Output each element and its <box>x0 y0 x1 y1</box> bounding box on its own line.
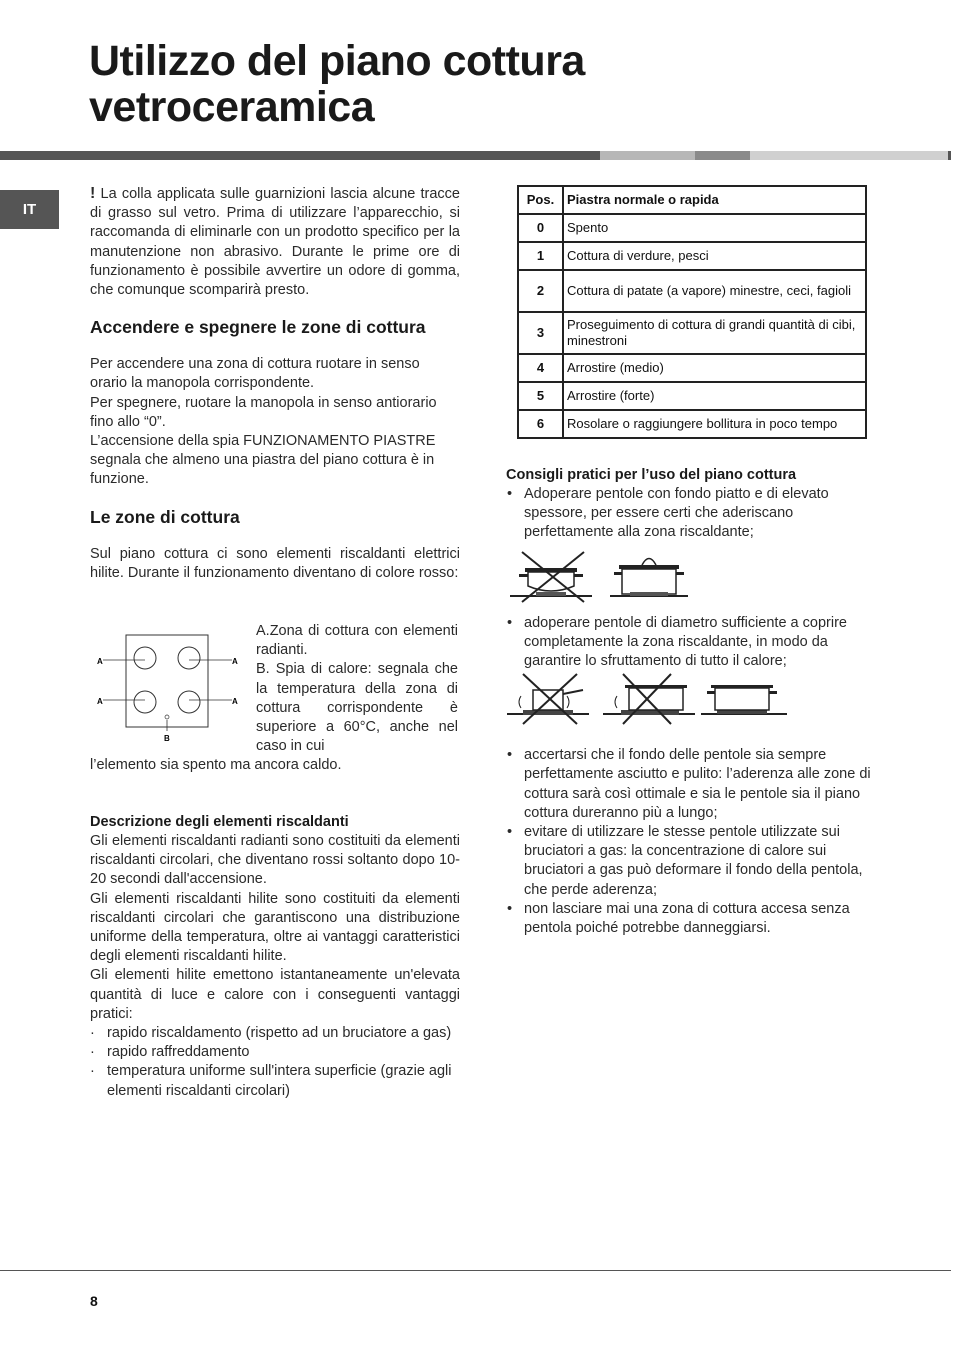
table-row <box>518 214 866 242</box>
table-cell-desc: Spento <box>563 214 866 242</box>
zones-intro: Sul piano cottura ci sono elementi riscaldanti elettrici hilite. Durante il funzionamento diventano di colore rosso: <box>90 545 460 581</box>
page-number: 8 <box>90 1293 98 1309</box>
table-cell-desc: Arrostire (forte) <box>563 382 866 410</box>
diagram-label-b: B <box>164 734 170 743</box>
footer-rule <box>0 1270 951 1271</box>
header-divider-dark <box>0 151 600 160</box>
table-cell-pos: 1 <box>518 242 563 270</box>
table-cell-pos: 2 <box>518 270 563 312</box>
header-divider-light <box>600 151 695 160</box>
table-header-cell: Piastra normale o rapida <box>563 186 866 214</box>
position-table <box>517 185 867 439</box>
table-row <box>518 312 866 354</box>
table-cell-desc: Cottura di patate (a vapore) minestre, ceci, fagioli <box>563 270 866 312</box>
pan-flat-bottom-illustration <box>506 546 706 604</box>
table-header-row <box>518 186 866 214</box>
correct-pan-icon <box>610 559 688 597</box>
table-cell-pos: 5 <box>518 382 563 410</box>
table-header-cell: Pos. <box>518 186 563 214</box>
elements-para-3: Gli elementi hilite emettono istantaneamente un'elevata quantità di luce e calore con i conseguenti vantaggi pratici: <box>90 967 460 1022</box>
legend-tail: l’elemento sia spento ma ancora caldo. <box>90 757 342 773</box>
table-row <box>518 382 866 410</box>
elements-para-2: Gli elementi riscaldanti hilite sono costituiti da elementi riscaldanti circolari che garantiscono una distribuzione uniforme della temperatura, oltre ai vantaggi caratteristici degli elementi riscaldanti hilite. <box>90 890 460 965</box>
diagram-legend <box>256 622 458 756</box>
hob-diagram <box>93 630 253 745</box>
table-cell-pos: 3 <box>518 312 563 354</box>
elements-heading: Descrizione degli elementi riscaldanti <box>90 814 349 830</box>
header-divider-end <box>948 151 951 160</box>
zones-heading: Le zone di cottura <box>90 506 240 527</box>
switch-line-3: L’accensione della spia FUNZIONAMENTO PIASTRE segnala che almeno una piastra del piano cottura è in funzione. <box>90 433 436 488</box>
elements-section <box>90 813 460 1101</box>
left-column <box>90 184 460 583</box>
table-cell-pos: 0 <box>518 214 563 242</box>
list-item: • adoperare pentole di diametro sufficiente a coprire completamente la zona riscaldante, in modo da garantire lo sfruttamento di tutto il calore; <box>507 614 847 670</box>
table-row <box>518 410 866 438</box>
diagram-label-a-2: A <box>232 657 238 666</box>
list-item: • accertarsi che il fondo delle pentole sia sempre perfettamente asciutto e pulito: l’aderenza alle zone di cottura sarà così ottimale e sia le pentole sia il piano cottura dureranno più a lungo; <box>507 747 871 821</box>
list-item: · rapido riscaldamento (rispetto ad un bruciatore a gas) <box>90 1025 452 1042</box>
list-item: • evitare di utilizzare le stesse pentole utilizzate sui bruciatori a gas: la concentrazione di calore sui bruciatori a gas può deformare il fondo della pentola, che perde aderenza; <box>507 824 863 898</box>
header-divider-mid <box>695 151 750 160</box>
legend-b: B. Spia di calore: segnala che la temperatura della zona di cottura corrispondente è superiore a 60°C, anche nel caso in cui <box>256 661 458 755</box>
warning-mark: ! <box>90 185 96 202</box>
diagram-label-a-1: A <box>97 657 103 666</box>
wrong-pan-icon <box>510 552 592 602</box>
pan-diameter-illustration <box>503 670 793 728</box>
table-cell-pos: 6 <box>518 410 563 438</box>
small-pan-wrong-icon <box>507 674 589 724</box>
diagram-label-a-4: A <box>232 697 238 706</box>
list-item: • Adoperare pentole con fondo piatto e di elevato spessore, per essere certi che aderiscano perfettamente alla zona riscaldante; <box>507 486 829 541</box>
table-cell-desc: Proseguimento di cottura di grandi quantità di cibi, minestroni <box>563 312 866 354</box>
table-row <box>518 270 866 312</box>
table-cell-desc: Rosolare o raggiungere bollitura in poco tempo <box>563 410 866 438</box>
intro-text: La colla applicata sulle guarnizioni lascia alcune tracce di grasso sul vetro. Prima di utilizzare l’apparecchio, si raccomanda di eliminarle con un prodotto specifico per la manutenzione non abrasivo. Durante le prime ore di funzionamento è possibile avvertire un odore di gomma, che comunque scomparirà presto. <box>90 186 460 299</box>
switch-line-1: Per accendere una zona di cottura ruotare in senso orario la manopola corrispondente. <box>90 356 420 392</box>
table-row <box>518 354 866 382</box>
table-row <box>518 242 866 270</box>
elements-benefits-list <box>90 1024 460 1101</box>
tips-heading: Consigli pratici per l’uso del piano cottura <box>506 467 797 483</box>
page-title <box>89 38 789 130</box>
switch-heading: Accendere e spegnere le zone di cottura <box>90 317 426 338</box>
header-divider-pale <box>750 151 948 160</box>
uneven-pan-wrong-icon <box>603 674 695 724</box>
table-cell-pos: 4 <box>518 354 563 382</box>
language-tab: IT <box>0 190 59 229</box>
list-item: · rapido raffreddamento <box>90 1044 250 1061</box>
table-cell-desc: Arrostire (medio) <box>563 354 866 382</box>
correct-pan-icon <box>701 685 787 714</box>
intro-paragraph <box>90 184 460 300</box>
list-item: · temperatura uniforme sull'intera superficie (grazie agli elementi riscaldanti circolari) <box>90 1063 452 1099</box>
switch-body <box>90 355 460 489</box>
table-cell-desc: Cottura di verdure, pesci <box>563 242 866 270</box>
legend-a: A.Zona di cottura con elementi radianti. <box>256 623 458 659</box>
elements-para-1: Gli elementi riscaldanti radianti sono costituiti da elementi riscaldanti circolari, che diventano rossi soltanto dopo 10-20 secondi dall'accensione. <box>90 833 460 888</box>
diagram-label-a-3: A <box>97 697 103 706</box>
list-item: • non lasciare mai una zona di cottura accesa senza pentola poiché potrebbe danneggiarsi. <box>507 900 850 937</box>
page-title-line-2: vetroceramica <box>89 83 375 131</box>
page-title-line-1: Utilizzo del piano cottura <box>89 37 585 85</box>
switch-line-2: Per spegnere, ruotare la manopola in senso antiorario fino allo “0”. <box>90 394 437 430</box>
